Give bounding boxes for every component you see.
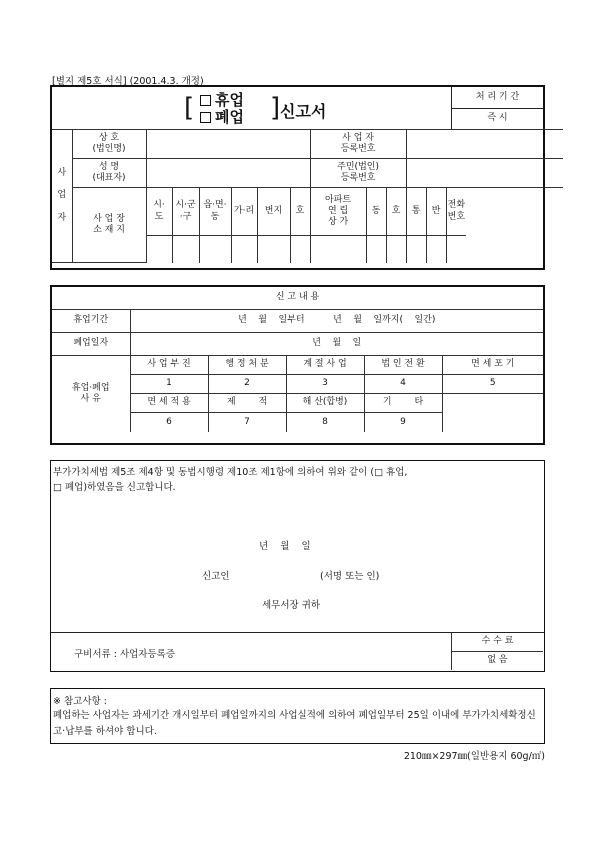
operator-table — [52, 129, 563, 263]
reason-number-2[interactable]: 2 — [208, 374, 286, 393]
title-bracket-open: [ — [184, 93, 195, 123]
paper-spec-footer: 210㎜×297㎜(일반용지 60g/㎡) — [403, 751, 545, 762]
reason-waive-exemption: 면 세 포 기 — [442, 355, 543, 374]
fee-table — [451, 632, 543, 670]
reason-other: 기 타 — [364, 393, 442, 412]
title-option-closure[interactable]: 폐업 — [200, 109, 244, 126]
address-col-bunji: 번지 — [257, 188, 290, 236]
title-bracket-close: ] — [270, 93, 281, 123]
resident-field[interactable] — [406, 159, 563, 188]
address-field-phone[interactable] — [446, 236, 466, 263]
addressee: 세무서장 귀하 — [262, 600, 321, 611]
reason-business-slump: 사 업 부 진 — [130, 355, 208, 374]
reason-number-3[interactable]: 3 — [286, 374, 364, 393]
trade-name-label: 상 호 (법인명) — [72, 130, 146, 159]
address-col-dong: 동 — [366, 188, 386, 236]
attachments-text: 구비서류 : 사업자등록증 — [74, 649, 176, 660]
address-col-apt: 아파트 연 립 상 가 — [310, 188, 366, 236]
notes-title: ※ 참고사항 : — [53, 696, 107, 707]
reason-number-9[interactable]: 9 — [364, 412, 442, 432]
address-col-sigungu: 시·군 ·구 — [172, 188, 199, 236]
address-field-bunji[interactable] — [257, 236, 290, 263]
reporter-signature-field[interactable] — [232, 565, 316, 581]
notes-text: 폐업하는 사업자는 과세기간 개시일부터 폐업일까지의 사업실적에 의하여 폐업일부터 25일 이내에 부가가치세확정신고·납부를 하셔야 합니다. — [53, 710, 536, 737]
address-field-ban[interactable] — [426, 236, 446, 263]
reason-seasonal: 계 절 사 업 — [286, 355, 364, 374]
checkbox-suspension[interactable] — [200, 95, 211, 106]
biz-reg-field[interactable] — [406, 130, 563, 159]
address-label: 사 업 장 소 재 지 — [72, 188, 146, 263]
address-col-tong: 통 — [406, 188, 426, 236]
address-col-ban: 반 — [426, 188, 446, 236]
reason-dissolution: 해 산(합병) — [286, 393, 364, 412]
report-header: 신 고 내 용 — [52, 287, 543, 309]
address-field-ho[interactable] — [290, 236, 310, 263]
processing-value: 즉 시 — [452, 108, 544, 129]
reason-number-6[interactable]: 6 — [130, 412, 208, 432]
reason-number-8[interactable]: 8 — [286, 412, 364, 432]
address-col-phone: 전화번호 — [446, 188, 466, 236]
biz-reg-label: 사 업 자 등록번호 — [310, 130, 406, 159]
address-field-tong[interactable] — [406, 236, 426, 263]
trade-name-field[interactable] — [146, 130, 310, 159]
title-area — [52, 87, 452, 130]
checkbox-closure[interactable] — [200, 112, 211, 123]
reason-corp-conversion: 법 인 전 환 — [364, 355, 442, 374]
reason-removal: 제 적 — [208, 393, 286, 412]
reason-number-7[interactable]: 7 — [208, 412, 286, 432]
address-field-dong[interactable] — [366, 236, 386, 263]
fee-value: 없 음 — [452, 651, 544, 670]
address-field-gari[interactable] — [231, 236, 257, 263]
fee-label: 수 수 료 — [452, 632, 544, 651]
reason-number-4[interactable]: 4 — [364, 374, 442, 393]
address-col-gari: 가·리 — [231, 188, 257, 236]
address-field-sido[interactable] — [146, 236, 172, 263]
address-field-ho2[interactable] — [386, 236, 406, 263]
reason-number-1[interactable]: 1 — [130, 374, 208, 393]
declaration-text: 부가가치세법 제5조 제4항 및 동법시행령 제10조 제1항에 의하여 위와 같이 (□ 휴업, □ 폐업)하였음을 신고합니다. — [53, 467, 408, 493]
suspension-period-label: 휴업기간 — [52, 309, 130, 332]
reason-admin-action: 행 정 처 분 — [208, 355, 286, 374]
resident-label: 주민(법인) 등록번호 — [310, 159, 406, 188]
form-header: [별지 제5호 서식] (2001.4.3. 개정) — [52, 76, 204, 87]
reason-exemption-applied: 면 세 적 용 — [130, 393, 208, 412]
operator-section-label: 사 업 자 — [52, 130, 72, 263]
report-table — [52, 287, 543, 432]
declaration-date: 년 월 일 — [259, 541, 311, 552]
address-field-eupmyeon[interactable] — [199, 236, 231, 263]
signature-note: (서명 또는 인) — [320, 571, 380, 582]
suspension-period-field[interactable]: 년 월 일부터 년 월 일까지( 일간) — [130, 309, 543, 332]
processing-label: 처 리 기 간 — [452, 87, 544, 108]
address-field-apt[interactable] — [310, 236, 366, 263]
reason-number-5[interactable]: 5 — [442, 374, 543, 393]
reason-label: 휴업·폐업 사 유 — [52, 355, 130, 432]
reason-empty-cell — [442, 393, 543, 432]
address-field-sigungu[interactable] — [172, 236, 199, 263]
closure-date-field[interactable]: 년 월 일 — [130, 332, 543, 355]
title-option-suspension[interactable]: 휴업 — [200, 92, 244, 109]
name-field[interactable] — [146, 159, 310, 188]
title-suffix: 신고서 — [280, 102, 327, 121]
processing-table — [451, 87, 543, 130]
name-label: 성 명 (대표자) — [72, 159, 146, 188]
address-col-ho2: 호 — [386, 188, 406, 236]
address-col-eupmyeon: 읍·면· 동 — [199, 188, 231, 236]
address-col-ho: 호 — [290, 188, 310, 236]
closure-date-label: 폐업일자 — [52, 332, 130, 355]
reporter-label: 신고인 — [202, 571, 230, 582]
address-col-sido: 시· 도 — [146, 188, 172, 236]
